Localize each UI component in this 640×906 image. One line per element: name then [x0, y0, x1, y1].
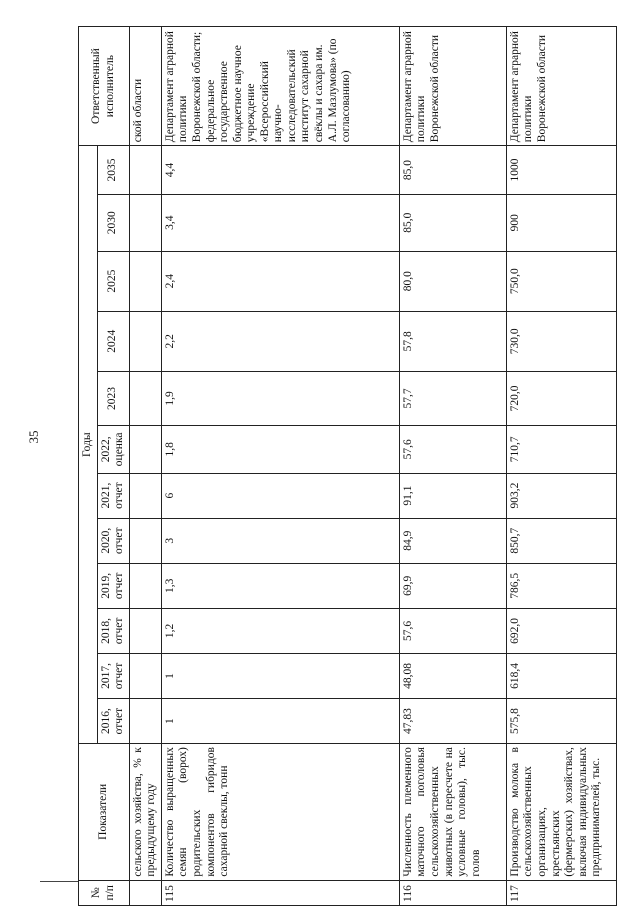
header-year: 2030 — [97, 194, 129, 251]
value-cell: 3 — [161, 518, 399, 563]
value-cell — [129, 699, 161, 744]
header-years: Годы — [79, 146, 98, 744]
header-year: 2021, отчет — [97, 473, 129, 518]
value-cell: 57,7 — [399, 371, 506, 425]
header-year: 2019, отчет — [97, 563, 129, 608]
value-cell: 91,1 — [399, 473, 506, 518]
value-cell: 57,6 — [399, 426, 506, 473]
value-cell: 47,83 — [399, 699, 506, 744]
value-cell: 1,9 — [161, 371, 399, 425]
row-number: 115 — [161, 880, 399, 905]
header-year: 2016, отчет — [97, 699, 129, 744]
header-year: 2035 — [97, 146, 129, 195]
value-cell: 903,2 — [506, 473, 616, 518]
value-cell: 692,0 — [506, 608, 616, 653]
value-cell: 575,8 — [506, 699, 616, 744]
value-cell — [129, 146, 161, 195]
value-cell: 57,8 — [399, 311, 506, 371]
rotated-table-container — [78, 26, 608, 906]
value-cell: 1,8 — [161, 426, 399, 473]
page-number: 35 — [26, 430, 41, 444]
value-cell — [129, 251, 161, 311]
value-cell: 85,0 — [399, 194, 506, 251]
value-cell: 80,0 — [399, 251, 506, 311]
row-number — [129, 880, 161, 905]
value-cell — [129, 653, 161, 698]
value-cell — [129, 473, 161, 518]
value-cell: 786,5 — [506, 563, 616, 608]
header-responsible: Ответственный исполнитель — [79, 27, 130, 146]
header-indicator: Показатели — [79, 744, 130, 880]
header-no: № п/п — [79, 880, 130, 905]
header-year: 2018, отчет — [97, 608, 129, 653]
row-number: 117 — [506, 880, 616, 905]
row-number: 116 — [399, 880, 506, 905]
indicators-table — [78, 26, 617, 906]
indicator-cell: Количество выращенных семян (ворох) родительских компонентов гибридов сахарной свеклы, тонн — [161, 744, 399, 880]
header-year: 2020, отчет — [97, 518, 129, 563]
value-cell: 1,2 — [161, 608, 399, 653]
value-cell — [129, 518, 161, 563]
footer-divider — [40, 881, 78, 882]
value-cell: 1000 — [506, 146, 616, 195]
value-cell: 900 — [506, 194, 616, 251]
value-cell: 2,4 — [161, 251, 399, 311]
value-cell: 85,0 — [399, 146, 506, 195]
value-cell: 3,4 — [161, 194, 399, 251]
value-cell — [129, 426, 161, 473]
table-row — [129, 27, 161, 906]
table-row — [506, 27, 616, 906]
responsible-cell: Департамент аграрной политики Воронежской области; федеральное государственное бюджетное научное учреждение «Всероссийский научно-исследовательский институт сахарной свёклы и сахара им. А.Л. Мазлумова» (по согласованию) — [161, 27, 399, 146]
value-cell — [129, 311, 161, 371]
header-year: 2025 — [97, 251, 129, 311]
value-cell: 720,0 — [506, 371, 616, 425]
header-year: 2024 — [97, 311, 129, 371]
value-cell: 618,4 — [506, 653, 616, 698]
table-row — [399, 27, 506, 906]
value-cell: 710,7 — [506, 426, 616, 473]
value-cell: 48,08 — [399, 653, 506, 698]
value-cell: 69,9 — [399, 563, 506, 608]
indicator-cell: Производство молока в сельскохозяйственных организациях, крестьянских (фермерских) хозяйствах, включая индивидуальных предпринимателей, тыс. — [506, 744, 616, 880]
value-cell: 84,9 — [399, 518, 506, 563]
header-year: 2017, отчет — [97, 653, 129, 698]
value-cell: 1,3 — [161, 563, 399, 608]
value-cell — [129, 608, 161, 653]
value-cell — [129, 194, 161, 251]
value-cell: 750,0 — [506, 251, 616, 311]
value-cell: 6 — [161, 473, 399, 518]
responsible-cell: ской области — [129, 27, 161, 146]
indicator-cell: сельского хозяйства, % к предыдущему году — [129, 744, 161, 880]
indicator-cell: Численность племенного маточного поголовья сельскохозяйственных животных (в пересчете на условные головы), тыс. голов — [399, 744, 506, 880]
value-cell: 850,7 — [506, 518, 616, 563]
value-cell: 2,2 — [161, 311, 399, 371]
value-cell: 4,4 — [161, 146, 399, 195]
value-cell — [129, 371, 161, 425]
value-cell — [129, 563, 161, 608]
header-year: 2023 — [97, 371, 129, 425]
value-cell: 57,6 — [399, 608, 506, 653]
value-cell: 1 — [161, 653, 399, 698]
value-cell: 1 — [161, 699, 399, 744]
value-cell: 730,0 — [506, 311, 616, 371]
responsible-cell: Департамент аграрной политики Воронежской области — [399, 27, 506, 146]
header-year: 2022, оценка — [97, 426, 129, 473]
responsible-cell: Департамент аграрной политики Воронежской области — [506, 27, 616, 146]
table-row — [161, 27, 399, 906]
